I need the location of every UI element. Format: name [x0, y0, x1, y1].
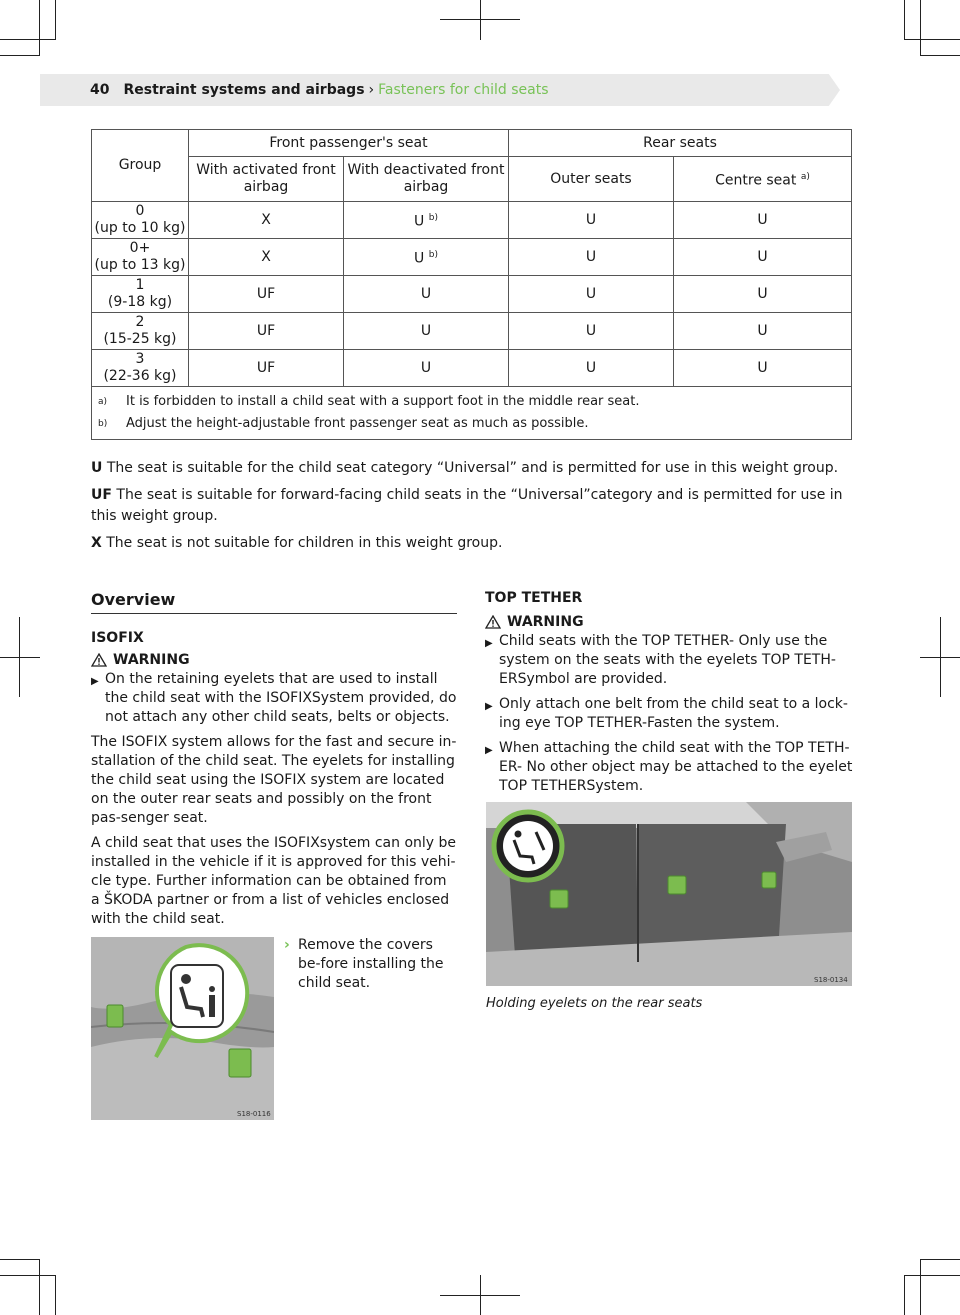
isofix-figure [91, 937, 274, 1120]
group-number: 3 [135, 351, 145, 367]
group-number: 0 [135, 203, 145, 219]
bullet-triangle-icon: ▶ [485, 638, 493, 649]
deactivated-value: U [414, 213, 425, 230]
running-header [90, 80, 549, 100]
bullet-triangle-icon: ▶ [485, 701, 493, 712]
activated-cell: UF [189, 350, 344, 387]
deactivated-airbag-header: With deactivated front airbag [344, 157, 509, 202]
bullet-triangle-icon: ▶ [485, 745, 493, 756]
table-legend [91, 458, 856, 560]
group-header: Group [92, 130, 189, 202]
warning-item [485, 632, 853, 689]
group-number: 0+ [129, 240, 151, 256]
footnote [98, 391, 845, 413]
overview-section [91, 590, 457, 935]
deactivated-cell [344, 202, 509, 239]
group-weight: (up to 10 kg) [94, 220, 186, 236]
footnote-text: It is forbidden to install a child seat with a support foot in the middle rear seat. [126, 394, 640, 409]
group-number: 2 [135, 314, 145, 330]
rear-seats-header: Rear seats [509, 130, 852, 157]
top-tether-heading: TOP TETHER [485, 590, 583, 606]
table-row [92, 276, 852, 313]
outer-cell: U [509, 202, 674, 239]
section-title: Fasteners for child seats [378, 82, 549, 98]
bullet-triangle-icon: ▶ [91, 676, 99, 687]
legend-key: U [91, 460, 103, 476]
table-footnotes [92, 387, 852, 440]
centre-cell: U [674, 276, 852, 313]
warning-label: WARNING [507, 614, 584, 630]
table-row [92, 313, 852, 350]
front-seat-header: Front passenger's seat [189, 130, 509, 157]
deactivated-cell: U [344, 350, 509, 387]
footnote-ref: b) [428, 249, 438, 260]
legend-item [91, 533, 856, 554]
centre-cell: U [674, 350, 852, 387]
top-tether-section [485, 590, 853, 802]
deactivated-cell: U [344, 276, 509, 313]
activated-airbag-header: With activated front airbag [189, 157, 344, 202]
footnote [98, 413, 845, 435]
warning-item [485, 739, 853, 796]
outer-cell: U [509, 276, 674, 313]
top-tether-figure [486, 802, 852, 986]
warning-heading [485, 614, 853, 630]
footnote-mark: a) [98, 397, 108, 407]
warning-item [91, 670, 457, 727]
centre-cell: U [674, 239, 852, 276]
paragraph: The ISOFIX system allows for the fast and secure in-stallation of the child seat. The eyelets for installing the child seat using the ISOFIX system are located on the outer rear seats and possibly on the front pas-senger seat. [91, 734, 457, 826]
legend-key: X [91, 535, 102, 551]
centre-seat-label: Centre seat [715, 172, 797, 189]
legend-text: The seat is suitable for forward-facing child seats in the “Universal”category and is permitted for use in this weight group. [91, 487, 843, 524]
warning-text: When attaching the child seat with the TOP TETH-ER- No other object may be attached to the eyelet TOP TETHERSystem. [499, 740, 853, 794]
legend-item [91, 458, 856, 479]
group-weight: (15-25 kg) [103, 331, 177, 347]
centre-cell: U [674, 313, 852, 350]
footnote-mark: b) [98, 419, 108, 429]
activated-cell: X [189, 202, 344, 239]
outer-cell: U [509, 350, 674, 387]
child-seat-table [91, 129, 852, 440]
warning-heading [91, 652, 457, 668]
warning-text: Only attach one belt from the child seat to a lock-ing eye TOP TETHER-Fasten the system. [499, 696, 848, 731]
table-row [92, 202, 852, 239]
footnote-ref: b) [428, 212, 438, 223]
legend-item [91, 485, 856, 527]
step-chevron-icon: › [284, 937, 290, 953]
deactivated-value: U [414, 250, 425, 267]
table-row [92, 350, 852, 387]
footnote-text: Adjust the height-adjustable front passenger seat as much as possible. [126, 416, 589, 431]
paragraph: A child seat that uses the ISOFIXsystem can only be installed in the vehicle if it is approved for this vehi-cle type. Further information can be obtained from a ŠKODA partner or from a list of vehicles enclosed with the child seat. [91, 835, 457, 927]
group-cell [92, 239, 189, 276]
warning-text: Child seats with the TOP TETHER- Only use the system on the seats with the eyelets TOP TETH-ERSymbol are provided. [499, 633, 836, 687]
footnote-ref: a) [800, 171, 810, 182]
legend-key: UF [91, 487, 112, 503]
instruction-step [284, 936, 456, 993]
outer-cell: U [509, 313, 674, 350]
outer-seats-header: Outer seats [509, 157, 674, 202]
figure-code: S18-0134 [814, 976, 848, 984]
warning-triangle-icon [485, 615, 501, 629]
step-text: Remove the covers be-fore installing the child seat. [298, 937, 444, 991]
group-weight: (22-36 kg) [103, 368, 177, 384]
activated-cell: UF [189, 276, 344, 313]
group-cell [92, 350, 189, 387]
centre-seat-header [674, 157, 852, 202]
warning-item [485, 695, 853, 733]
activated-cell: X [189, 239, 344, 276]
group-cell [92, 202, 189, 239]
group-cell [92, 313, 189, 350]
breadcrumb-separator: › [368, 82, 375, 98]
overview-heading: Overview [91, 590, 457, 614]
deactivated-cell [344, 239, 509, 276]
chapter-title: Restraint systems and airbags [123, 82, 365, 98]
activated-cell: UF [189, 313, 344, 350]
warning-text: On the retaining eyelets that are used to install the child seat with the ISOFIXSystem provided, do not attach any other child seats, belts or objects. [105, 671, 457, 725]
figure-code: S18-0116 [237, 1110, 271, 1118]
warning-label: WARNING [113, 652, 190, 668]
warning-triangle-icon [91, 653, 107, 667]
group-number: 1 [135, 277, 145, 293]
legend-text: The seat is suitable for the child seat category “Universal” and is permitted for use in this weight group. [106, 460, 839, 476]
legend-text: The seat is not suitable for children in this weight group. [106, 535, 503, 551]
outer-cell: U [509, 239, 674, 276]
table-row [92, 239, 852, 276]
group-weight: (9-18 kg) [107, 294, 173, 310]
group-weight: (up to 13 kg) [94, 257, 186, 273]
isofix-heading: ISOFIX [91, 630, 144, 646]
centre-cell: U [674, 202, 852, 239]
group-cell [92, 276, 189, 313]
deactivated-cell: U [344, 313, 509, 350]
page-number: 40 [90, 82, 110, 98]
figure-caption: Holding eyelets on the rear seats [486, 996, 703, 1011]
